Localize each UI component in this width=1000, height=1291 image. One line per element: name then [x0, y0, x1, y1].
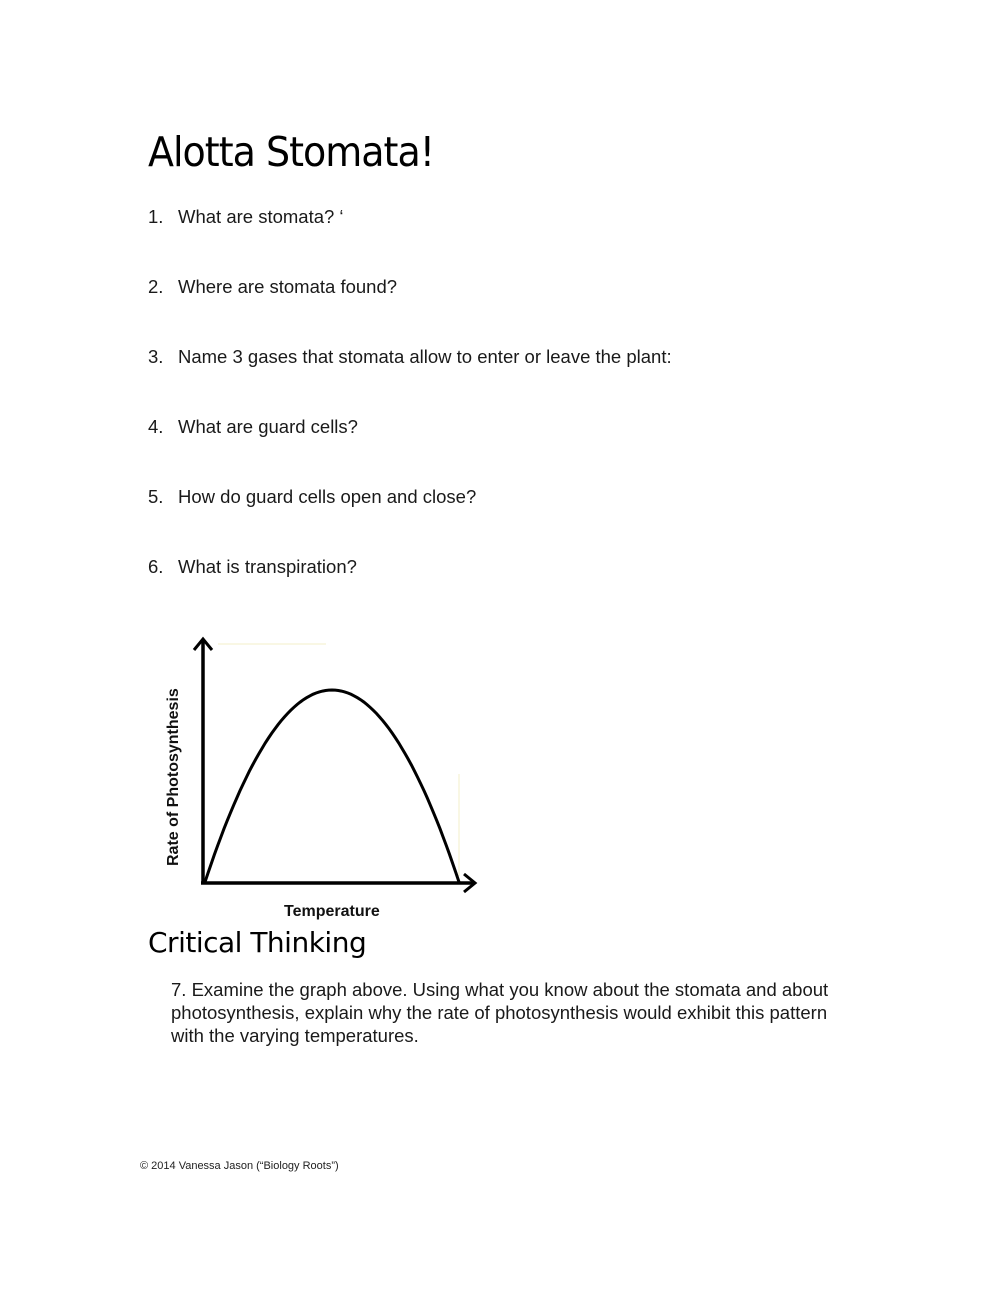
- critical-thinking-heading: Critical Thinking: [148, 926, 367, 959]
- question-number: 5.: [148, 486, 164, 507]
- photosynthesis-curve: [205, 690, 459, 882]
- photosynthesis-chart: [150, 628, 490, 928]
- question-2: [148, 276, 397, 298]
- question-5: [148, 486, 476, 508]
- question-number: 2.: [148, 276, 164, 297]
- question-1: [148, 206, 344, 228]
- question-number: 3.: [148, 346, 164, 367]
- critical-thinking-question: 7. Examine the graph above. Using what you know about the stomata and about photosynthesis, explain why the rate of photosynthesis would exhibit this pattern with the varying temperatures.: [171, 979, 829, 1046]
- worksheet-title: Alotta Stomata!: [148, 128, 434, 176]
- question-number: 6.: [148, 556, 164, 577]
- question-text: Where are stomata found?: [178, 276, 398, 297]
- question-3: [148, 346, 672, 368]
- question-text: What are stomata? ‘: [178, 206, 344, 227]
- question-number: 1.: [148, 206, 164, 227]
- question-4: [148, 416, 358, 438]
- question-6: [148, 556, 357, 578]
- question-text: How do guard cells open and close?: [178, 486, 477, 507]
- question-number: 4.: [148, 416, 164, 437]
- x-axis-label: Temperature: [284, 903, 380, 920]
- y-axis-label: Rate of Photosynthesis: [165, 688, 182, 866]
- copyright-footer: © 2014 Vanessa Jason (“Biology Roots”): [140, 1160, 339, 1172]
- question-text: What is transpiration?: [178, 556, 357, 577]
- chart-svg: [150, 628, 490, 928]
- question-text: Name 3 gases that stomata allow to enter or leave the plant:: [178, 346, 672, 367]
- question-text: What are guard cells?: [178, 416, 358, 437]
